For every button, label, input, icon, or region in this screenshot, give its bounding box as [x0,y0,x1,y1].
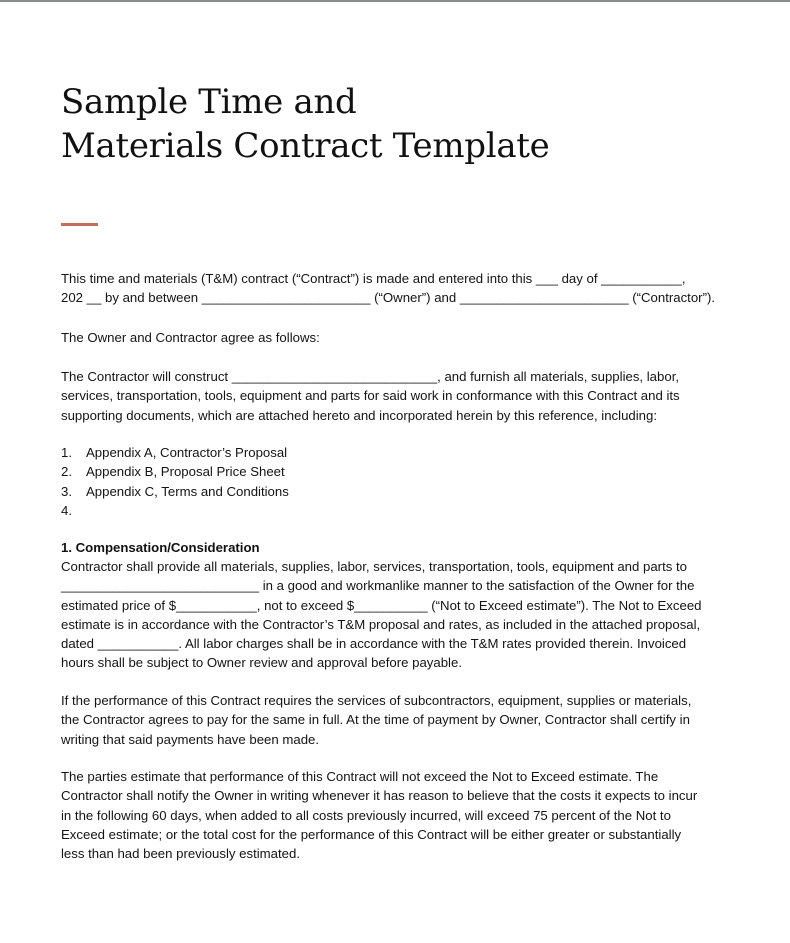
section-heading-compensation: 1. Compensation/Consideration [61,540,260,555]
estimate-line-3: in the following 60 days, when added to all costs previously incurred, will exceed 75 percent of the Not to [61,807,671,823]
compensation-line-6: hours shall be subject to Owner review and approval before payable. [61,655,462,671]
appendix-number: 2. [61,464,72,480]
appendix-item [61,501,289,520]
subcontractors-paragraph [61,691,731,749]
appendix-item [61,443,289,462]
title-accent-bar [61,223,98,226]
subcontractors-line-1: If the performance of this Contract requires the services of subcontractors, equipment, supplies or materials, [61,693,692,708]
appendix-number: 4. [61,502,72,518]
title-line-1: Sample Time and [61,82,357,122]
construct-line-2: services, transportation, tools, equipment and parts for said work in conformance with this Contract and its [61,388,680,404]
appendix-label: Appendix A, Contractor’s Proposal [86,445,288,460]
appendix-label: Appendix B, Proposal Price Sheet [86,464,285,480]
compensation-line-5: dated ___________. All labor charges shall be in accordance with the T&M rates provided therein. Invoiced [61,636,687,652]
subcontractors-line-3: writing that said payments have been made. [61,731,320,747]
page-top-border [0,0,790,2]
appendix-item [61,462,289,481]
intro-line-1: This time and materials (T&M) contract (“Contract”) is made and entered into this ___ day of ___________, [61,271,686,286]
compensation-line-3: estimated price of $___________, not to exceed $__________ (“Not to Exceed estimate”). The Not to Exceed [61,597,702,613]
estimate-line-1: The parties estimate that performance of this Contract will not exceed the Not to Exceed estimate. The [61,769,659,784]
appendix-label: Appendix C, Terms and Conditions [86,483,289,499]
appendix-number: 3. [61,483,72,499]
agree-text: The Owner and Contractor agree as follows: [61,330,320,345]
intro-paragraph [61,269,731,308]
title-line-2: Materials Contract Template [61,126,550,166]
estimate-line-4: Exceed estimate; or the total cost for the performance of this Contract will be either greater or substantially [61,826,682,842]
estimate-line-5: less than had been previously estimated. [61,846,300,862]
estimate-paragraph [61,767,731,863]
subcontractors-line-2: the Contractor agrees to pay for the same in full. At the time of payment by Owner, Contractor shall certify in [61,712,690,728]
construct-line-3: supporting documents, which are attached hereto and incorporated herein by this reference, including: [61,407,658,423]
construct-paragraph [61,367,731,425]
estimate-line-2: Contractor shall notify the Owner in writing whenever it has reason to believe that the costs it expects to incur [61,788,698,804]
appendix-item [61,482,289,501]
appendix-number: 1. [61,445,72,460]
agree-paragraph [61,328,731,347]
compensation-line-2: ___________________________ in a good and workmanlike manner to the satisfaction of the Owner for the [61,578,695,594]
appendix-list [61,443,289,520]
document-title [61,80,549,168]
construct-line-1: The Contractor will construct ____________________________, and furnish all materials, supplies, labor, [61,369,680,384]
intro-line-2: 202 __ by and between _______________________ (“Owner”) and _______________________ (“Contractor”). [61,290,716,306]
compensation-line-4: estimate is in accordance with the Contractor’s T&M proposal and rates, as included in the attached proposal, [61,616,701,632]
compensation-paragraph [61,557,731,673]
compensation-line-1: Contractor shall provide all materials, supplies, labor, services, transportation, tools, equipment and parts to [61,559,687,574]
